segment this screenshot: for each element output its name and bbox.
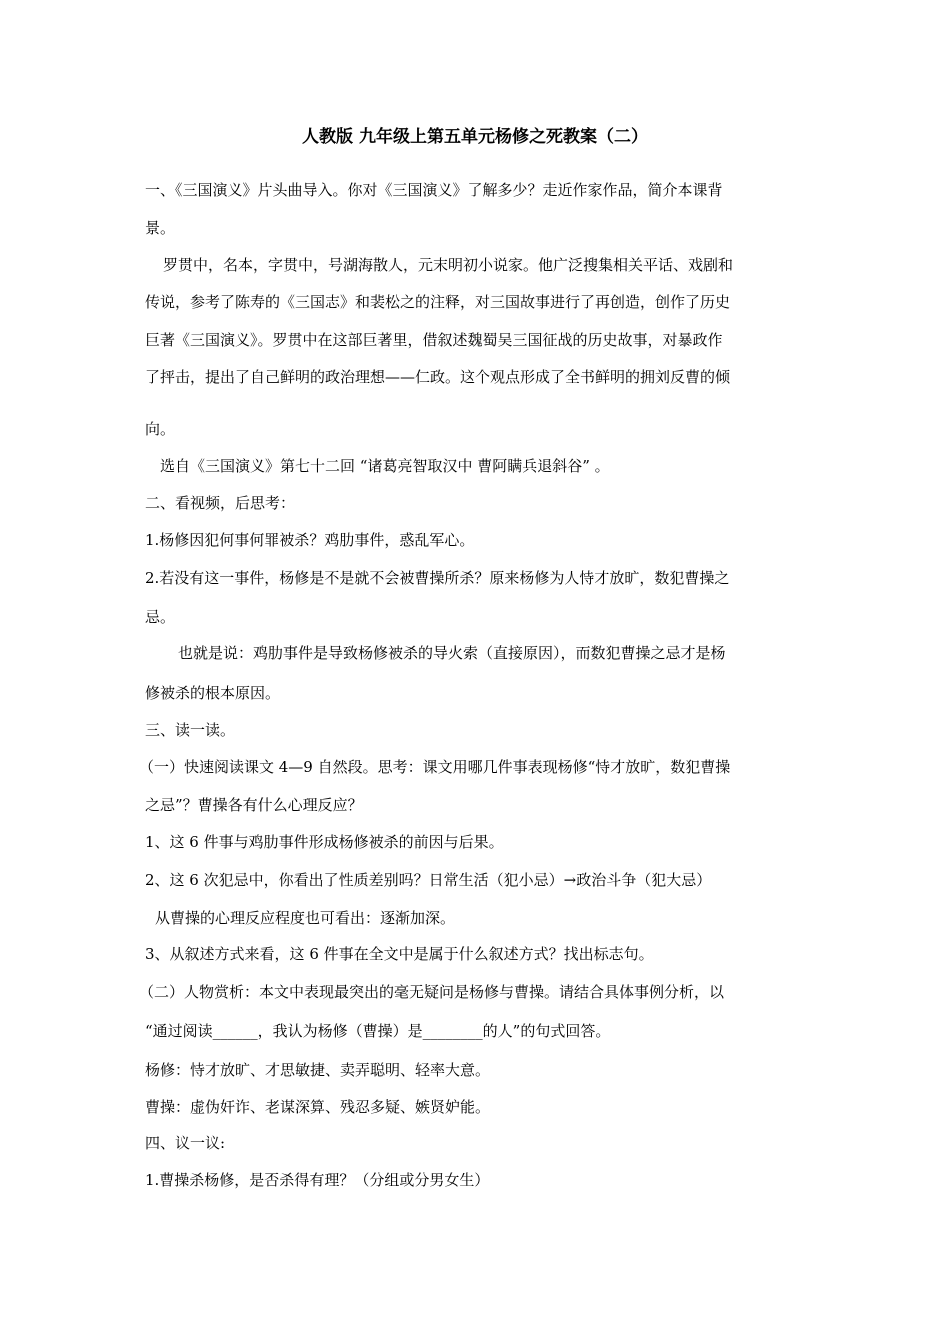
text-line: 向。 (145, 420, 176, 438)
text-line: “通过阅读______，我认为杨修（曹操）是________的人”的句式回答。 (145, 1022, 611, 1040)
text-line: 了抨击，提出了自己鲜明的政治理想——仁政。这个观点形成了全书鲜明的拥刘反曹的倾 (145, 368, 731, 386)
text-line: 巨著《三国演义》。罗贯中在这部巨著里，借叙述魏蜀吴三国征战的历史故事，对暴政作 (145, 331, 723, 349)
text-line: 1、这 6 件事与鸡肋事件形成杨修被杀的前因与后果。 (145, 833, 504, 851)
text-line: 曹操：虚伪奸诈、老谋深算、残忍多疑、嫉贤妒能。 (145, 1098, 491, 1116)
text-line: 也就是说：鸡肋事件是导致杨修被杀的导火索（直接原因），而数犯曹操之忌才是杨 (178, 644, 726, 662)
text-line: 一、《三国演义》片头曲导入。你对《三国演义》了解多少？走近作家作品，简介本课背 (145, 181, 723, 199)
text-line: 1.杨修因犯何事何罪被杀？鸡肋事件，惑乱军心。 (145, 531, 475, 549)
text-line: 传说，参考了陈寿的《三国志》和裴松之的注释，对三国故事进行了再创造，创作了历史 (145, 293, 731, 311)
text-line: 从曹操的心理反应程度也可看出：逐渐加深。 (155, 909, 456, 927)
text-line: 2、这 6 次犯忌中，你看出了性质差别吗？日常生活（犯小忌）→政治斗争（犯大忌） (145, 871, 712, 889)
text-line: 2.若没有这一事件，杨修是不是就不会被曹操所杀？原来杨修为人恃才放旷，数犯曹操之 (145, 569, 730, 587)
text-line: 选自《三国演义》第七十二回 “诸葛亮智取汉中 曹阿瞒兵退斜谷” 。 (160, 457, 610, 475)
text-line: 修被杀的根本原因。 (145, 684, 281, 702)
text-line: 忌。 (145, 608, 176, 626)
text-line: 3、从叙述方式来看，这 6 件事在全文中是属于什么叙述方式？找出标志句。 (145, 945, 654, 963)
text-line: 罗贯中，名本，字贯中，号湖海散人，元末明初小说家。他广泛搜集相关平话、戏剧和 (163, 256, 734, 274)
page-title: 人教版 九年级上第五单元杨修之死教案（二） (302, 127, 648, 147)
section-heading: 二、看视频，后思考： (145, 494, 296, 512)
text-line: 1.曹操杀杨修，是否杀得有理？（分组或分男女生） (145, 1171, 490, 1189)
text-line: 之忌”？曹操各有什么心理反应？ (145, 796, 363, 814)
text-line: 杨修：恃才放旷、才思敏捷、卖弄聪明、轻率大意。 (145, 1061, 491, 1079)
section-heading: 三、读一读。 (145, 721, 236, 739)
text-line: （一）快速阅读课文 4—9 自然段。思考：课文用哪几件事表现杨修“恃才放旷，数犯曹操 (139, 758, 731, 776)
text-line: （二）人物赏析：本文中表现最突出的毫无疑问是杨修与曹操。请结合具体事例分析，以 (139, 983, 725, 1001)
section-heading: 四、议一议: (145, 1134, 226, 1152)
text-line: 景。 (145, 219, 176, 237)
